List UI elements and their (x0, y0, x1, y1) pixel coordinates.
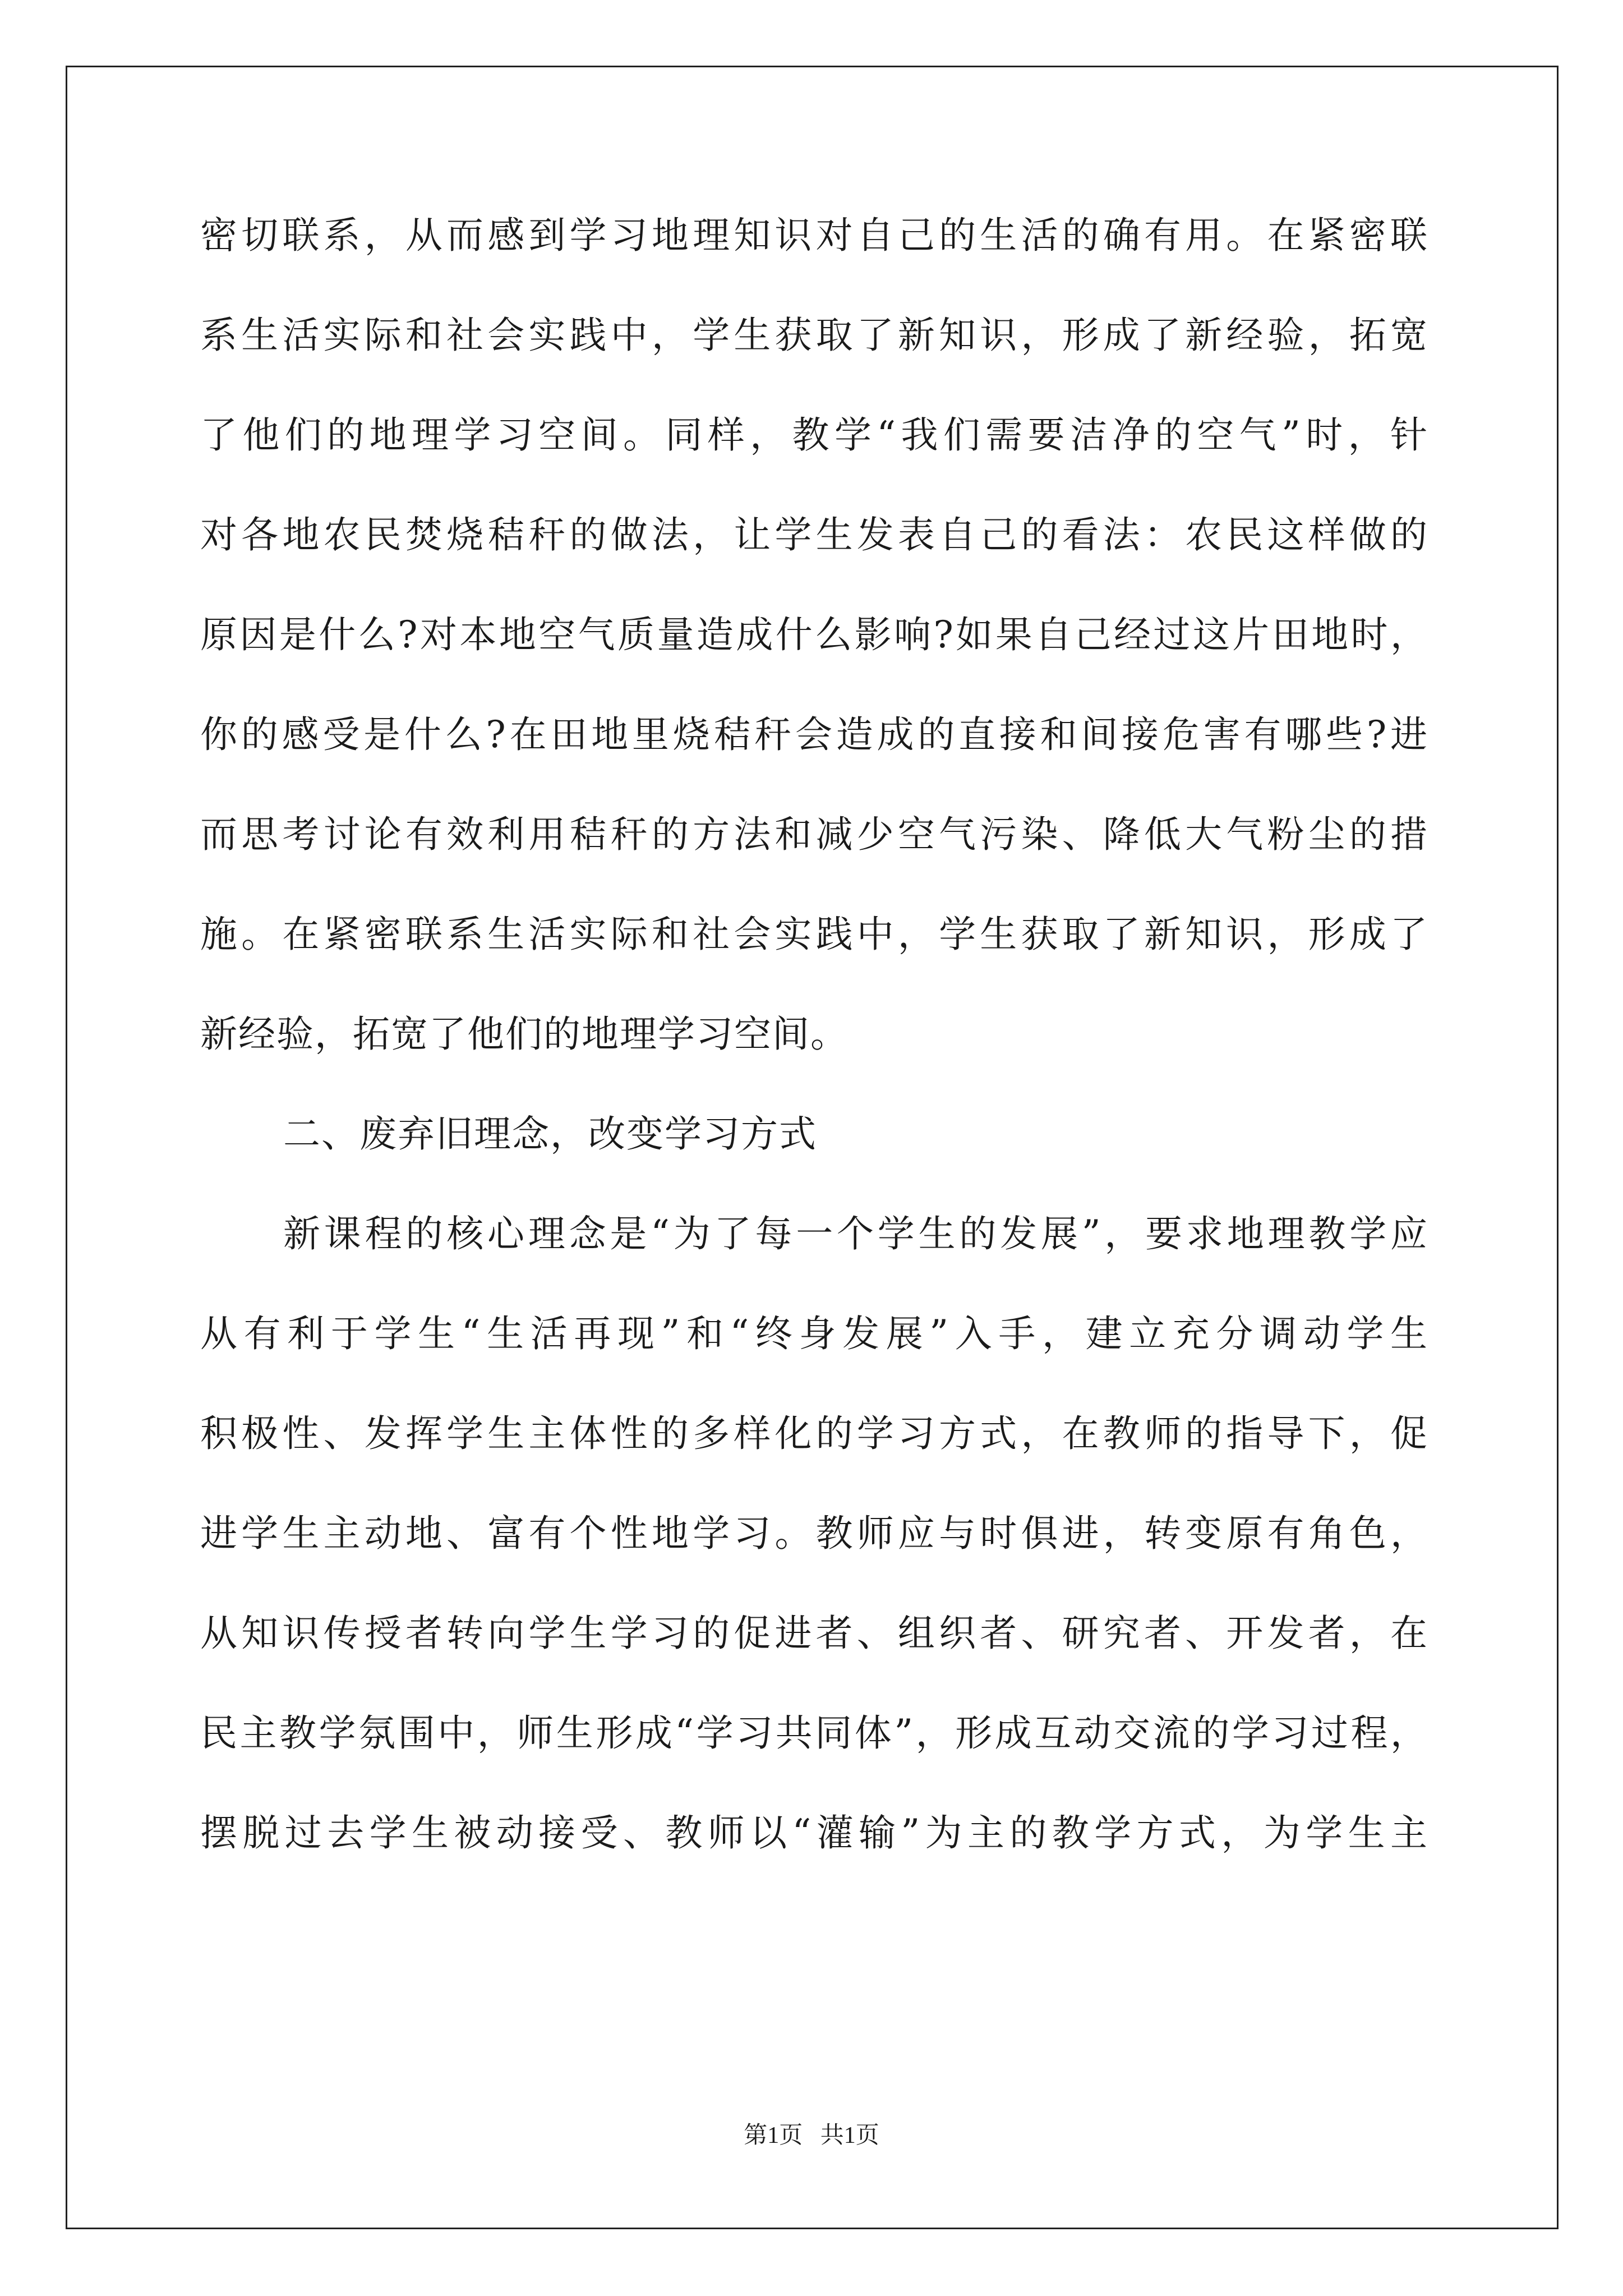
page-total: 共1页 (820, 2123, 879, 2148)
text-line: 了他们的地理学习空间。同样，教学“我们需要洁净的空气”时，针 (200, 413, 1428, 457)
text-line: 新经验，拓宽了他们的地理学习空间。 (200, 1013, 849, 1056)
text-line: 施。在紧密联系生活实际和社会实践中，学生获取了新知识，形成了 (200, 913, 1428, 956)
text-line: 从有利于学生“生活再现”和“终身发展”入手，建立充分调动学生 (200, 1312, 1428, 1355)
page-footer (0, 2122, 1623, 2150)
text-line: 民主教学氛围中，师生形成“学习共同体”，形成互动交流的学习过程， (200, 1711, 1428, 1755)
text-line: 新课程的核心理念是“为了每一个学生的发展”，要求地理教学应 (283, 1212, 1428, 1255)
section-heading: 二、废弃旧理念，改变学习方式 (283, 1112, 817, 1156)
text-line: 对各地农民焚烧秸秆的做法，让学生发表自己的看法：农民这样做的 (200, 513, 1428, 556)
text-line: 密切联系，从而感到学习地理知识对自己的生活的确有用。在紧密联 (200, 214, 1428, 257)
text-line: 进学生主动地、富有个性地学习。教师应与时俱进，转变原有角色， (200, 1512, 1428, 1555)
text-line: 系生活实际和社会实践中，学生获取了新知识，形成了新经验，拓宽 (200, 314, 1428, 357)
text-line: 你的感受是什么?在田地里烧秸秆会造成的直接和间接危害有哪些?进 (200, 713, 1428, 756)
text-line: 原因是什么?对本地空气质量造成什么影响?如果自己经过这片田地时， (200, 613, 1428, 656)
text-line: 摆脱过去学生被动接受、教师以“灌输”为主的教学方式，为学生主 (200, 1811, 1428, 1855)
page-number: 第1页 (744, 2123, 803, 2148)
text-line: 从知识传授者转向学生学习的促进者、组织者、研究者、开发者，在 (200, 1612, 1428, 1655)
text-line: 积极性、发挥学生主体性的多样化的学习方式，在教师的指导下，促 (200, 1412, 1428, 1455)
text-line: 而思考讨论有效利用秸秆的方法和减少空气污染、降低大气粉尘的措 (200, 813, 1428, 856)
body-text (200, 208, 1428, 1905)
